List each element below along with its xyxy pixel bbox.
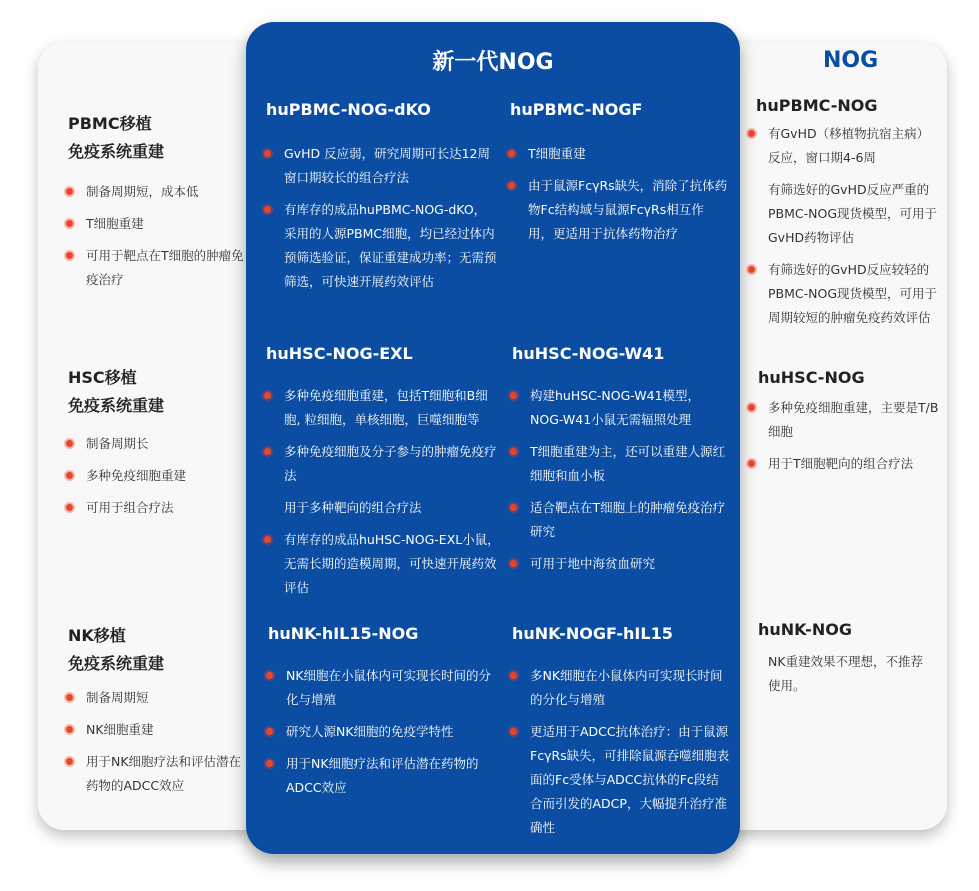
bullet-icon xyxy=(66,188,73,195)
list-item: 用于T细胞靶向的组合疗法 xyxy=(746,452,941,476)
list-item: 可用于组合疗法 xyxy=(64,496,244,520)
list-item: 研究人源NK细胞的免疫学特性 xyxy=(264,720,500,744)
bullet-icon xyxy=(66,220,73,227)
bullet-icon xyxy=(510,560,517,567)
list-item: 适合靶点在T细胞上的肿瘤免疫治疗研究 xyxy=(508,496,730,544)
list-item: 用于NK细胞疗法和评估潜在药物的ADCC效应 xyxy=(264,752,500,800)
product-name: huHSC-NOG-EXL xyxy=(266,344,413,363)
product-name: huNK-NOG xyxy=(758,620,852,639)
hsc-heading xyxy=(68,364,164,420)
bullet-icon xyxy=(66,694,73,701)
list-item: 制备周期长 xyxy=(64,432,244,456)
nk-heading-line1: NK移植 xyxy=(68,626,126,645)
product-bullets xyxy=(746,396,941,484)
bullet-icon xyxy=(266,760,273,767)
product-name: huNK-NOGF-hIL15 xyxy=(512,624,673,643)
list-item: 制备周期短 xyxy=(64,686,244,710)
bullet-icon xyxy=(748,460,755,467)
product-bullets xyxy=(262,384,502,608)
nk-heading xyxy=(68,622,164,678)
nk-left-list xyxy=(64,686,244,806)
pbmc-heading xyxy=(68,110,164,166)
list-item: 用于多种靶向的组合疗法 xyxy=(284,500,422,515)
bullet-icon xyxy=(508,150,515,157)
list-item: 有筛选好的GvHD反应较轻的PBMC-NOG现货模型，可用于周期较短的肿瘤免疫药效评估 xyxy=(746,258,941,330)
product-bullets xyxy=(506,142,728,254)
product-name: huNK-hIL15-NOG xyxy=(268,624,419,643)
list-item: T细胞重建 xyxy=(64,212,244,236)
hsc-left-list xyxy=(64,432,244,528)
list-item: 有筛选好的GvHD反应严重的PBMC-NOG现货模型，可用于GvHD药物评估 xyxy=(768,182,938,245)
product-name: huPBMC-NOG-dKO xyxy=(266,100,431,119)
bullet-icon xyxy=(264,206,271,213)
bullet-icon xyxy=(266,672,273,679)
list-item: 多种免疫细胞重建，主要是T/B细胞 xyxy=(746,396,941,444)
list-item: 用于NK细胞疗法和评估潜在药物的ADCC效应 xyxy=(64,750,244,798)
bullet-icon xyxy=(510,672,517,679)
product-name: huHSC-NOG-W41 xyxy=(512,344,665,363)
list-item: GvHD 反应弱，研究周期可长达12周窗口期较长的组合疗法 xyxy=(262,142,498,190)
list-item: 多NK细胞在小鼠体内可实现长时间的分化与增殖 xyxy=(508,664,730,712)
list-item: 构建huHSC-NOG-W41模型，NOG-W41小鼠无需辐照处理 xyxy=(508,384,730,432)
list-item: 制备周期短，成本低 xyxy=(64,180,244,204)
list-item: 更适用于ADCC抗体治疗：由于鼠源FcγRs缺失，可排除鼠源吞噬细胞表面的Fc受体与ADCC抗体的Fc段结合而引发的ADCP，大幅提升治疗准确性 xyxy=(508,720,730,840)
list-item: 多种免疫细胞重建，包括T细胞和B细胞, 粒细胞，单核细胞，巨噬细胞等 xyxy=(262,384,502,432)
bullet-icon xyxy=(66,252,73,259)
bullet-icon xyxy=(66,726,73,733)
product-bullets xyxy=(508,384,730,584)
list-item: 可用于地中海贫血研究 xyxy=(508,552,730,576)
bullet-icon xyxy=(510,392,517,399)
list-item: 有GvHD（移植物抗宿主病）反应，窗口期4-6周 xyxy=(746,122,941,170)
hsc-heading-line1: HSC移植 xyxy=(68,368,137,387)
bullet-icon xyxy=(264,536,271,543)
bullet-icon xyxy=(66,472,73,479)
pbmc-heading-line2: 免疫系统重建 xyxy=(68,142,165,161)
product-name: huPBMC-NOG xyxy=(756,96,878,115)
right-header: NOG xyxy=(823,48,879,73)
bullet-icon xyxy=(748,404,755,411)
list-item: NK细胞重建 xyxy=(64,718,244,742)
bullet-icon xyxy=(748,266,755,273)
bullet-icon xyxy=(66,440,73,447)
list-item: 多种免疫细胞重建 xyxy=(64,464,244,488)
list-item: 有库存的成品huHSC-NOG-EXL小鼠，无需长期的造模周期，可快速开展药效评估 xyxy=(262,528,502,600)
bullet-icon xyxy=(66,504,73,511)
bullet-icon xyxy=(510,728,517,735)
bullet-icon xyxy=(508,182,515,189)
hsc-heading-line2: 免疫系统重建 xyxy=(68,396,165,415)
bullet-icon xyxy=(510,448,517,455)
product-note: NK重建效果不理想，不推荐使用。 xyxy=(768,654,924,693)
pbmc-left-list xyxy=(64,180,244,300)
bullet-icon xyxy=(264,150,271,157)
bullet-icon xyxy=(510,504,517,511)
pbmc-heading-line1: PBMC移植 xyxy=(68,114,152,133)
list-item: T细胞重建 xyxy=(506,142,728,166)
product-bullets xyxy=(746,122,941,338)
product-name: huPBMC-NOGF xyxy=(510,100,643,119)
bullet-icon xyxy=(266,728,273,735)
list-item: 可用于靶点在T细胞的肿瘤免疫治疗 xyxy=(64,244,244,292)
product-bullets xyxy=(262,142,498,302)
list-item: 有库存的成品huPBMC-NOG-dKO，采用的人源PBMC细胞，均已经过体内预筛选验证，保证重建成功率；无需预筛选，可快速开展药效评估 xyxy=(262,198,498,294)
product-name: huHSC-NOG xyxy=(758,368,865,387)
bullet-icon xyxy=(66,758,73,765)
list-item: NK细胞在小鼠体内可实现长时间的分化与增殖 xyxy=(264,664,500,712)
product-bullets xyxy=(508,664,730,848)
product-bullets xyxy=(264,664,500,808)
bullet-icon xyxy=(748,130,755,137)
bullet-icon xyxy=(264,448,271,455)
center-header: 新一代NOG xyxy=(432,50,554,75)
nk-heading-line2: 免疫系统重建 xyxy=(68,654,165,673)
bullet-icon xyxy=(264,392,271,399)
list-item: 多种免疫细胞及分子参与的肿瘤免疫疗法 xyxy=(262,440,502,488)
list-item: T细胞重建为主，还可以重建人源红细胞和血小板 xyxy=(508,440,730,488)
list-item: 由于鼠源FcγRs缺失，消除了抗体药物Fc结构域与鼠源FcγRs相互作用，更适用于抗体药物治疗 xyxy=(506,174,728,246)
